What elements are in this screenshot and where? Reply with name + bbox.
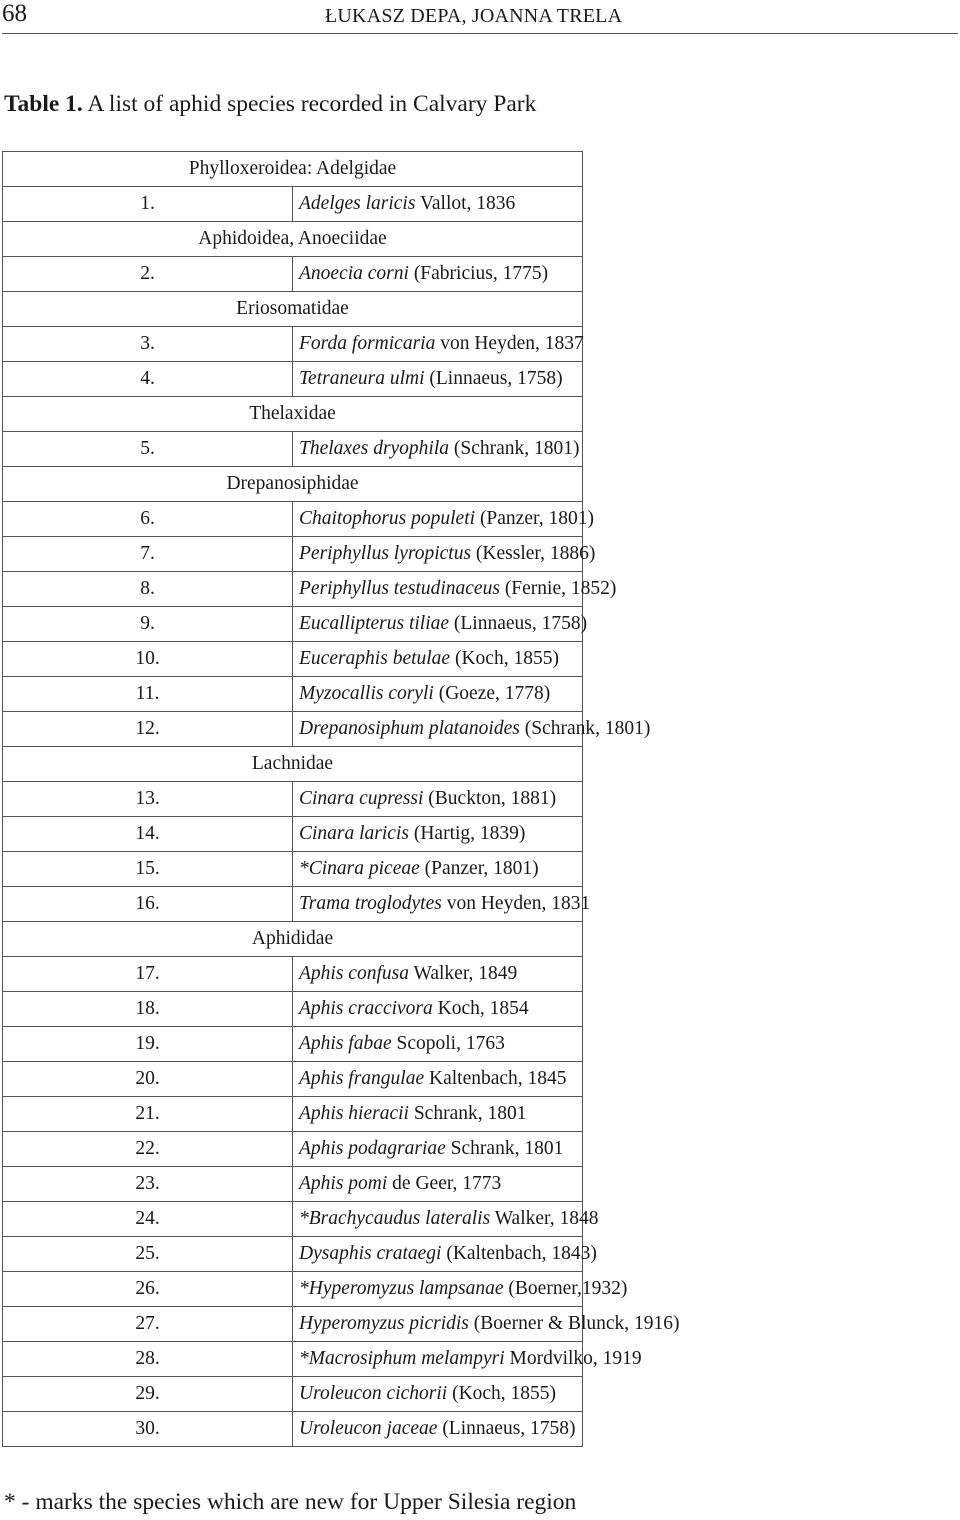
species-number: 4. bbox=[3, 362, 293, 397]
species-authority: Mordvilko, 1919 bbox=[504, 1348, 642, 1369]
table-caption-label: Table 1. bbox=[4, 91, 83, 117]
species-name: Cinara cupressi bbox=[299, 788, 424, 809]
species-authority: (Boerner,1932) bbox=[503, 1278, 628, 1299]
species-cell bbox=[293, 537, 596, 572]
species-name: Periphyllus lyropictus bbox=[299, 543, 472, 564]
species-row bbox=[3, 1342, 583, 1377]
table-caption-text: A list of aphid species recorded in Calvary Park bbox=[82, 91, 537, 117]
species-authority: Schrank, 1801 bbox=[445, 1138, 564, 1159]
species-cell bbox=[293, 327, 583, 362]
species-row bbox=[3, 502, 583, 537]
species-cell bbox=[293, 1412, 583, 1447]
species-row bbox=[3, 1167, 583, 1202]
species-name: *Brachycaudus lateralis bbox=[299, 1208, 491, 1229]
species-row bbox=[3, 852, 583, 887]
species-authority: (Panzer, 1801) bbox=[475, 508, 594, 529]
family-name: Drepanosiphidae bbox=[3, 467, 583, 502]
species-number: 21. bbox=[3, 1097, 293, 1132]
species-authority: (Koch, 1855) bbox=[447, 1383, 557, 1404]
species-authority: (Linnaeus, 1758) bbox=[449, 613, 588, 634]
species-number: 28. bbox=[3, 1342, 293, 1377]
species-name: Uroleucon cichorii bbox=[299, 1383, 448, 1404]
species-authority: (Linnaeus, 1758) bbox=[424, 368, 563, 389]
species-name: Thelaxes dryophila bbox=[299, 438, 450, 459]
species-row bbox=[3, 1062, 583, 1097]
page-number: 68 bbox=[2, 0, 27, 27]
species-number: 1. bbox=[3, 187, 293, 222]
species-cell bbox=[293, 1272, 628, 1307]
species-table-body bbox=[3, 152, 680, 1447]
species-number: 5. bbox=[3, 432, 293, 467]
species-row bbox=[3, 1237, 583, 1272]
species-authority: Schrank, 1801 bbox=[408, 1103, 527, 1124]
family-name: Thelaxidae bbox=[3, 397, 583, 432]
species-cell bbox=[293, 712, 651, 747]
species-cell bbox=[293, 572, 617, 607]
species-number: 8. bbox=[3, 572, 293, 607]
species-row bbox=[3, 1132, 583, 1167]
species-row bbox=[3, 607, 583, 642]
species-name: Myzocallis coryli bbox=[299, 683, 434, 704]
family-name: Aphididae bbox=[3, 922, 583, 957]
species-cell bbox=[293, 187, 583, 222]
species-authority: (Schrank, 1801) bbox=[519, 718, 651, 739]
family-name: Lachnidae bbox=[3, 747, 583, 782]
species-cell bbox=[293, 257, 583, 292]
species-row bbox=[3, 1272, 583, 1307]
species-authority: (Schrank, 1801) bbox=[449, 438, 580, 459]
species-number: 20. bbox=[3, 1062, 293, 1097]
species-cell bbox=[293, 362, 583, 397]
species-cell bbox=[293, 432, 583, 467]
species-number: 15. bbox=[3, 852, 293, 887]
species-number: 27. bbox=[3, 1307, 293, 1342]
footnote: * - marks the species which are new for Upper Silesia region bbox=[4, 1489, 577, 1515]
species-cell bbox=[293, 1307, 680, 1342]
species-row bbox=[3, 1202, 583, 1237]
species-name: Aphis confusa bbox=[299, 963, 409, 984]
species-cell bbox=[293, 1062, 583, 1097]
species-number: 10. bbox=[3, 642, 293, 677]
species-number: 17. bbox=[3, 957, 293, 992]
family-row bbox=[3, 152, 583, 187]
species-name: *Hyperomyzus lampsanae bbox=[299, 1278, 504, 1299]
species-number: 6. bbox=[3, 502, 293, 537]
species-authority: Walker, 1848 bbox=[490, 1208, 599, 1229]
species-name: Drepanosiphum platanoides bbox=[299, 718, 520, 739]
species-row bbox=[3, 1377, 583, 1412]
species-name: Periphyllus testudinaceus bbox=[299, 578, 500, 599]
species-row bbox=[3, 887, 583, 922]
species-row bbox=[3, 1027, 583, 1062]
species-authority: (Fernie, 1852) bbox=[499, 578, 617, 599]
species-cell bbox=[293, 1167, 583, 1202]
species-authority: (Buckton, 1881) bbox=[423, 788, 557, 809]
species-number: 26. bbox=[3, 1272, 293, 1307]
species-cell bbox=[293, 1237, 597, 1272]
species-row bbox=[3, 1412, 583, 1447]
species-name: Aphis craccivora bbox=[299, 998, 433, 1019]
species-cell bbox=[293, 1132, 583, 1167]
species-cell bbox=[293, 1097, 583, 1132]
species-number: 29. bbox=[3, 1377, 293, 1412]
species-number: 2. bbox=[3, 257, 293, 292]
species-cell bbox=[293, 1342, 642, 1377]
species-cell bbox=[293, 677, 583, 712]
species-authority: Koch, 1854 bbox=[432, 998, 529, 1019]
species-name: Hyperomyzus picridis bbox=[299, 1313, 469, 1334]
family-row bbox=[3, 292, 583, 327]
species-row bbox=[3, 537, 583, 572]
species-authority: (Kessler, 1886) bbox=[471, 543, 596, 564]
species-cell bbox=[293, 1377, 583, 1412]
species-number: 23. bbox=[3, 1167, 293, 1202]
species-table bbox=[2, 151, 680, 1447]
species-number: 25. bbox=[3, 1237, 293, 1272]
header-rule bbox=[2, 33, 958, 34]
family-name: Aphidoidea, Anoeciidae bbox=[3, 222, 583, 257]
species-number: 19. bbox=[3, 1027, 293, 1062]
species-authority: (Koch, 1855) bbox=[450, 648, 559, 669]
family-name: Phylloxeroidea: Adelgidae bbox=[3, 152, 583, 187]
species-authority: (Panzer, 1801) bbox=[419, 858, 539, 879]
species-number: 9. bbox=[3, 607, 293, 642]
species-cell bbox=[293, 1027, 583, 1062]
species-name: Cinara laricis bbox=[299, 823, 409, 844]
species-name: Aphis pomi bbox=[299, 1173, 388, 1194]
family-row bbox=[3, 922, 583, 957]
table-caption bbox=[4, 88, 536, 120]
species-authority: (Boerner & Blunck, 1916) bbox=[468, 1313, 680, 1334]
species-cell bbox=[293, 852, 583, 887]
family-row bbox=[3, 747, 583, 782]
species-row bbox=[3, 572, 583, 607]
species-number: 7. bbox=[3, 537, 293, 572]
species-number: 30. bbox=[3, 1412, 293, 1447]
species-name: Adelges laricis bbox=[299, 193, 416, 214]
species-authority: (Goeze, 1778) bbox=[433, 683, 551, 704]
species-name: Anoecia corni bbox=[299, 263, 409, 284]
species-authority: (Fabricius, 1775) bbox=[408, 263, 549, 284]
species-number: 18. bbox=[3, 992, 293, 1027]
species-row bbox=[3, 1097, 583, 1132]
species-authority: (Linnaeus, 1758) bbox=[437, 1418, 576, 1439]
species-number: 12. bbox=[3, 712, 293, 747]
species-name: Dysaphis crataegi bbox=[299, 1243, 442, 1264]
species-row bbox=[3, 1307, 583, 1342]
species-cell bbox=[293, 992, 583, 1027]
species-authority: Walker, 1849 bbox=[408, 963, 518, 984]
species-cell bbox=[293, 642, 583, 677]
species-number: 22. bbox=[3, 1132, 293, 1167]
species-authority: de Geer, 1773 bbox=[387, 1173, 502, 1194]
species-number: 14. bbox=[3, 817, 293, 852]
species-cell bbox=[293, 817, 583, 852]
species-name: Aphis hieracii bbox=[299, 1103, 409, 1124]
species-cell bbox=[293, 887, 591, 922]
species-row bbox=[3, 712, 583, 747]
species-cell bbox=[293, 607, 588, 642]
species-name: Aphis frangulae bbox=[299, 1068, 425, 1089]
species-cell bbox=[293, 1202, 599, 1237]
species-row bbox=[3, 817, 583, 852]
family-row bbox=[3, 467, 583, 502]
species-row bbox=[3, 782, 583, 817]
species-row bbox=[3, 677, 583, 712]
species-name: Aphis podagrariae bbox=[299, 1138, 446, 1159]
species-name: Aphis fabae bbox=[299, 1033, 392, 1054]
species-authority: Vallot, 1836 bbox=[415, 193, 516, 214]
species-cell bbox=[293, 957, 583, 992]
species-name: Chaitophorus populeti bbox=[299, 508, 476, 529]
species-authority: von Heyden, 1837 bbox=[435, 333, 584, 354]
species-row bbox=[3, 432, 583, 467]
family-row bbox=[3, 222, 583, 257]
species-authority: von Heyden, 1831 bbox=[441, 893, 591, 914]
family-row bbox=[3, 397, 583, 432]
species-cell bbox=[293, 782, 583, 817]
species-row bbox=[3, 362, 583, 397]
species-row bbox=[3, 642, 583, 677]
species-number: 16. bbox=[3, 887, 293, 922]
species-name: *Macrosiphum melampyri bbox=[299, 1348, 505, 1369]
species-name: Forda formicaria bbox=[299, 333, 436, 354]
species-name: *Cinara piceae bbox=[299, 858, 420, 879]
species-name: Euceraphis betulae bbox=[299, 648, 451, 669]
species-authority: Scopoli, 1763 bbox=[391, 1033, 505, 1054]
running-head-authors: ŁUKASZ DEPA, JOANNA TRELA bbox=[325, 5, 623, 27]
species-number: 24. bbox=[3, 1202, 293, 1237]
family-name: Eriosomatidae bbox=[3, 292, 583, 327]
species-cell bbox=[293, 502, 594, 537]
species-number: 11. bbox=[3, 677, 293, 712]
species-name: Tetraneura ulmi bbox=[299, 368, 425, 389]
species-row bbox=[3, 957, 583, 992]
species-number: 3. bbox=[3, 327, 293, 362]
species-authority: Kaltenbach, 1845 bbox=[424, 1068, 567, 1089]
species-authority: (Kaltenbach, 1843) bbox=[441, 1243, 597, 1264]
species-number: 13. bbox=[3, 782, 293, 817]
species-name: Uroleucon jaceae bbox=[299, 1418, 438, 1439]
species-authority: (Hartig, 1839) bbox=[408, 823, 526, 844]
species-name: Trama troglodytes bbox=[299, 893, 442, 914]
species-row bbox=[3, 187, 583, 222]
species-name: Eucallipterus tiliae bbox=[299, 613, 450, 634]
species-row bbox=[3, 327, 583, 362]
species-row bbox=[3, 992, 583, 1027]
species-row bbox=[3, 257, 583, 292]
